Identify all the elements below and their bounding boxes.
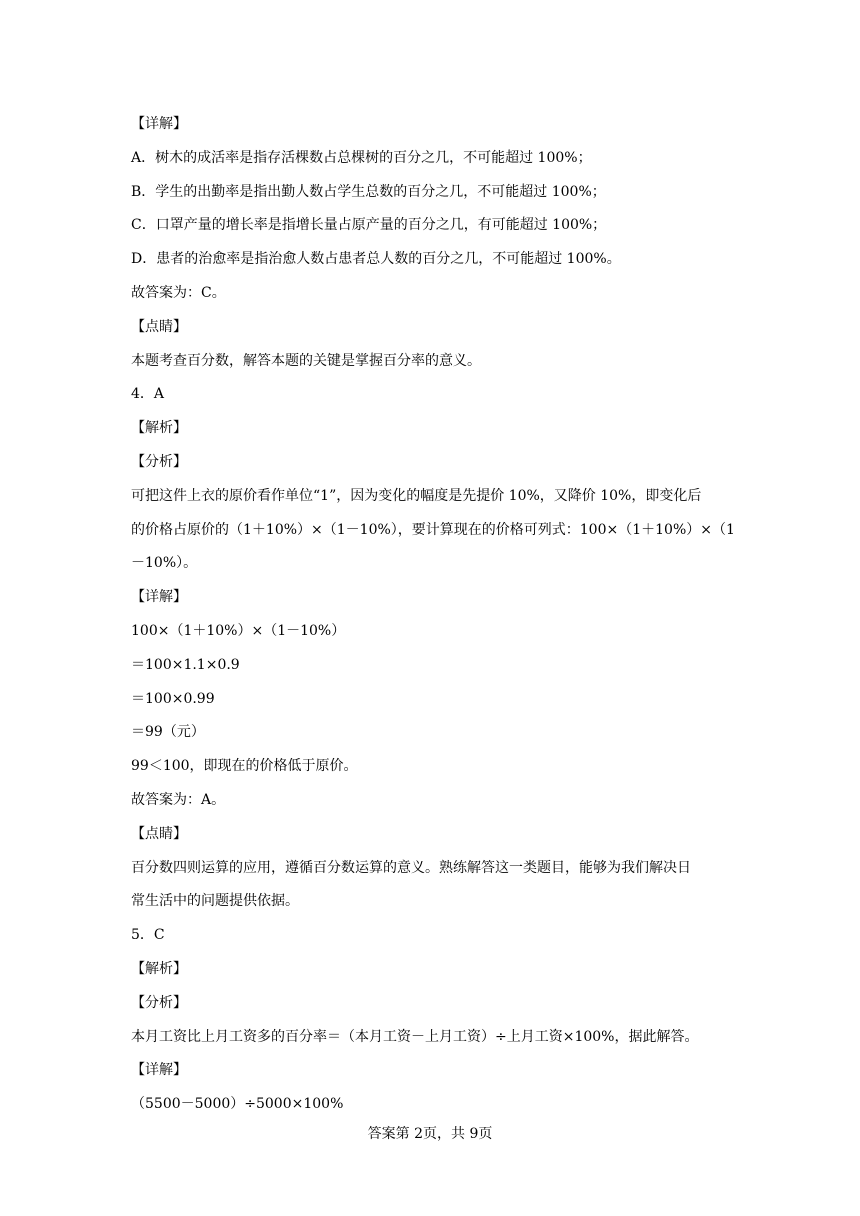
section-heading-detail: 【详解】 xyxy=(131,1062,187,1079)
comparison-line: 99＜100，即现在的价格低于原价。 xyxy=(131,758,358,775)
option-a-text: A．树木的成活率是指存活棵数占总棵树的百分之几，不可能超过 100%； xyxy=(131,149,592,166)
comment-line-2: 常生活中的问题提供依据。 xyxy=(131,893,299,910)
section-heading-detail: 【详解】 xyxy=(131,116,187,132)
section-heading-detail: 【详解】 xyxy=(131,589,187,606)
section-heading-analysis: 【解析】 xyxy=(131,960,187,977)
option-c-text: C．口罩产量的增长率是指增长量占原产量的百分之几，有可能超过 100%； xyxy=(131,217,607,234)
breakdown-line-1: 可把这件上衣的原价看作单位“1”，因为变化的幅度是先提价 10%，又降价 10%，即变化后 xyxy=(131,487,702,504)
page-content xyxy=(131,108,735,1122)
calc-line-2: ＝100×1.1×0.9 xyxy=(131,656,240,673)
section-heading-breakdown: 【分析】 xyxy=(131,994,187,1011)
option-d-text: D．患者的治愈率是指治愈人数占患者总人数的百分之几，不可能超过 100%。 xyxy=(131,251,621,268)
calc-line-1: （5500－5000）÷5000×100% xyxy=(131,1096,344,1113)
section-heading-comment: 【点睛】 xyxy=(131,318,187,335)
calc-line-4: ＝99（元） xyxy=(131,724,205,741)
breakdown-line-1: 本月工资比上月工资多的百分率＝（本月工资－上月工资）÷上月工资×100%，据此解答。 xyxy=(131,1028,699,1045)
section-heading-breakdown: 【分析】 xyxy=(131,453,187,470)
breakdown-line-3: －10%）。 xyxy=(131,555,198,572)
option-b-text: B．学生的出勤率是指出勤人数占学生总数的百分之几，不可能超过 100%； xyxy=(131,183,606,200)
calc-line-3: ＝100×0.99 xyxy=(131,690,215,707)
page-footer: 答案第 2页，共 9页 xyxy=(367,1126,493,1142)
section-heading-comment: 【点睛】 xyxy=(131,825,187,842)
breakdown-line-2: 的价格占原价的（1＋10%）×（1－10%），要计算现在的价格可列式：100×（1＋10%）×（1 xyxy=(131,521,735,538)
section-heading-analysis: 【解析】 xyxy=(131,420,187,437)
comment-text: 本题考查百分数，解答本题的关键是掌握百分率的意义。 xyxy=(131,352,481,369)
comment-line-1: 百分数四则运算的应用，遵循百分数运算的意义。熟练解答这一类题目，能够为我们解决日 xyxy=(131,859,691,876)
calc-line-1: 100×（1＋10%）×（1－10%） xyxy=(131,622,346,639)
question-number-5: 5．C xyxy=(131,927,165,944)
answer-line: 故答案为：C。 xyxy=(131,284,226,301)
answer-line: 故答案为：A。 xyxy=(131,791,226,808)
question-number-4: 4．A xyxy=(131,386,165,403)
